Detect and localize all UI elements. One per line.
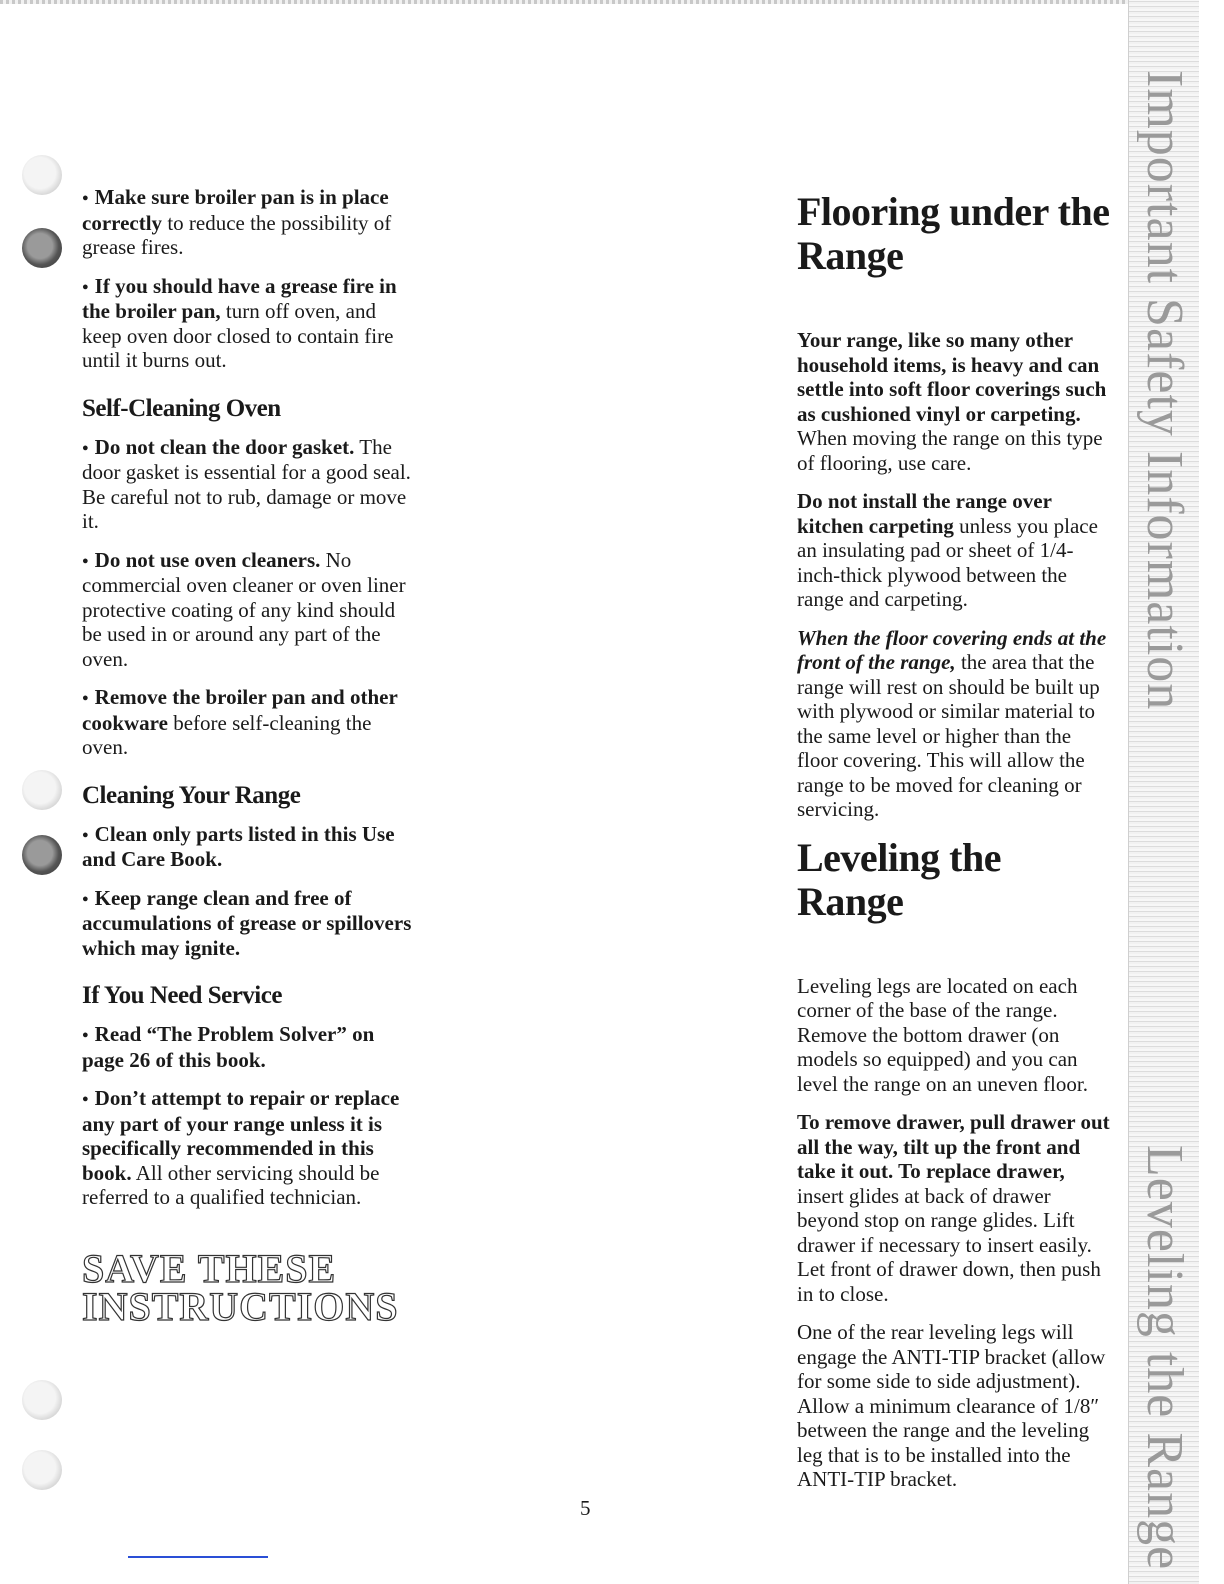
- tab-label-top: Important Safety Information: [1136, 70, 1193, 711]
- save-these-instructions: [82, 1245, 412, 1329]
- page-number: 5: [580, 1496, 591, 1520]
- bullet-problem-solver: ● Read “The Problem Solver” on page 26 of this book.: [82, 1022, 412, 1072]
- binder-hole-upper-faint: [22, 155, 62, 195]
- save-line-1: SAVE THESE: [82, 1245, 337, 1291]
- flooring-para-3: When the floor covering ends at the front of the range, the area that the range will rest on should be built up with plywood or similar material to the same level or higher than the floor covering. This will allow the range to be moved for cleaning or servicing.: [797, 625, 1107, 821]
- bullet-clean-only-parts: ● Clean only parts listed in this Use and Care Book.: [82, 822, 412, 872]
- leveling-para-1: Leveling legs are located on each corner of the base of the range. Remove the bottom drawer (on models so equipped) and you can level the range on an uneven floor.: [797, 973, 1088, 1096]
- flooring-para-2: Do not install the range over kitchen carpeting unless you place an insulating pad or sheet of 1/4-inch-thick plywood between the range and carpeting.: [797, 489, 1098, 611]
- bullet-remove-broiler-pan: ● Remove the broiler pan and other cookware before self-cleaning the oven.: [82, 685, 412, 760]
- bullet-door-gasket: ● Do not clean the door gasket. The door gasket is essential for a good seal. Be careful not to rub, damage or move it.: [82, 435, 412, 534]
- binder-hole-bottom: [22, 1450, 62, 1490]
- footer-rule: [128, 1556, 268, 1558]
- bullet-oven-cleaners: ● Do not use oven cleaners. No commercial oven cleaner or oven liner protective coating of any kind should be used in or around any part of the oven.: [82, 548, 412, 672]
- tab-label-bottom: Leveling the Range: [1136, 1145, 1193, 1571]
- right-column: [797, 190, 1112, 1506]
- leveling-para-2: To remove drawer, pull drawer out all the way, tilt up the front and take it out. To replace drawer, insert glides at back of drawer beyond stop on range glides. Lift drawer if necessary to insert easily. Let front of drawer down, then push in to close.: [797, 1110, 1110, 1306]
- heading-if-you-need-service: If You Need Service: [82, 982, 282, 1009]
- bullet-grease-fire: ● If you should have a grease fire in the broiler pan, turn off oven, and keep oven door closed to contain fire until it burns out.: [82, 274, 412, 373]
- bullet-dont-repair: ● Don’t attempt to repair or replace any part of your range unless it is specifically recommended in this book. All other servicing should be referred to a qualified technician.: [82, 1086, 412, 1210]
- binder-hole-upper: [22, 228, 62, 268]
- heading-leveling: Leveling the Range: [797, 834, 1001, 924]
- flooring-para-1: Your range, like so many other household items, is heavy and can settle into soft floor coverings such as cushioned vinyl or carpeting. When moving the range on this type of flooring, use care.: [797, 328, 1107, 475]
- bullet-keep-range-clean: ● Keep range clean and free of accumulations of grease or spillovers which may ignite.: [82, 886, 412, 961]
- section-tab-strip: [1128, 0, 1199, 1584]
- binder-hole-middle: [22, 835, 62, 875]
- leveling-para-3: One of the rear leveling legs will engage the ANTI-TIP bracket (allow for some side to side adjustment). Allow a minimum clearance of 1/8″ between the range and the leveling leg that is to be installed into the ANTI-TIP bracket.: [797, 1320, 1106, 1491]
- left-column: [82, 185, 412, 1329]
- heading-self-cleaning-oven: Self-Cleaning Oven: [82, 394, 281, 422]
- binder-hole-middle-faint: [22, 770, 62, 810]
- heading-cleaning-your-range: Cleaning Your Range: [82, 781, 301, 809]
- save-line-2: INSTRUCTIONS: [82, 1283, 399, 1329]
- scan-top-edge: [0, 0, 1130, 4]
- bullet-broiler-pan: ● Make sure broiler pan is in place correctly to reduce the possibility of grease fires.: [82, 185, 412, 260]
- heading-flooring: Flooring under the Range: [797, 189, 1110, 278]
- binder-hole-lower: [22, 1380, 62, 1420]
